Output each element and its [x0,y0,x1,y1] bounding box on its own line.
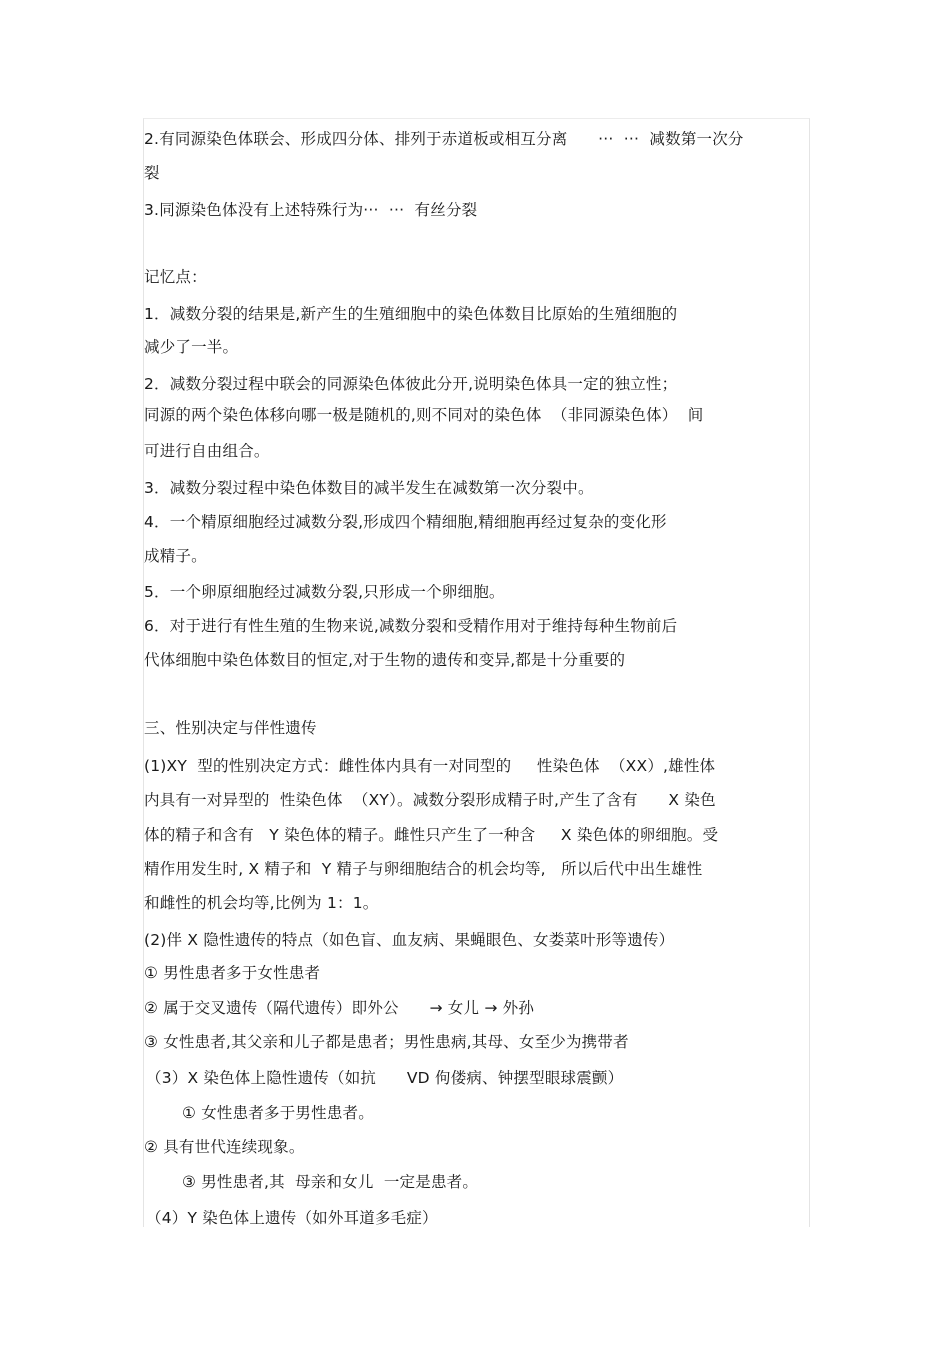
text-line: (1)XY 型的性别决定方式：雌性体内具有一对同型的 性染色体 （XX）,雄性体 [144,757,716,775]
text-line: 4．一个精原细胞经过减数分裂,形成四个精细胞,精细胞再经过复杂的变化形 [144,513,667,531]
text-line: 5．一个卵原细胞经过减数分裂,只形成一个卵细胞。 [144,583,505,601]
list-item: ③ 女性患者,其父亲和儿子都是患者；男性患病,其母、女至少为携带者 [144,1033,629,1051]
list-item: ② 属于交叉遗传（隔代遗传）即外公 → 女儿 → 外孙 [144,999,535,1017]
list-item: ① 男性患者多于女性患者 [144,964,321,982]
page-frame [143,118,810,1227]
section-heading-memory-points: 记忆点： [144,268,207,286]
list-item: ③ 男性患者,其 母亲和女儿 一定是患者。 [182,1173,479,1191]
text-line: 和雌性的机会均等,比例为 1：1。 [144,894,379,912]
text-line: （4）Y 染色体上遗传（如外耳道多毛症） [146,1209,438,1227]
list-item: ① 女性患者多于男性患者。 [182,1104,374,1122]
text-line: 6．对于进行有性生殖的生物来说,减数分裂和受精作用对于维持每种生物前后 [144,617,678,635]
list-item: ② 具有世代连续现象。 [144,1138,305,1156]
text-line: 减少了一半。 [144,338,239,356]
text-line: 内具有一对异型的 性染色体 （XY）。减数分裂形成精子时,产生了含有 X 染色 [144,791,716,809]
text-line: 2.有同源染色体联会、形成四分体、排列于赤道板或相互分离 ··· ··· 减数第一次分 [144,130,744,148]
text-line: 体的精子和含有 Y 染色体的精子。雌性只产生了一种含 X 染色体的卵细胞。受 [144,826,719,844]
text-line: 精作用发生时, X 精子和 Y 精子与卵细胞结合的机会均等, 所以后代中出生雄性 [144,860,703,878]
text-line: 1．减数分裂的结果是,新产生的生殖细胞中的染色体数目比原始的生殖细胞的 [144,305,678,323]
text-line: 同源的两个染色体移向哪一极是随机的,则不同对的染色体 （非同源染色体） 间 [144,406,704,424]
section-heading-sex-determination: 三、性别决定与伴性遗传 [144,719,317,737]
text-line: （3）X 染色体上隐性遗传（如抗 VD 佝偻病、钟摆型眼球震颤） [146,1069,624,1087]
text-line: 2．减数分裂过程中联会的同源染色体彼此分开,说明染色体具一定的独立性； [144,375,678,393]
text-line: (2)伴 X 隐性遗传的特点（如色盲、血友病、果蝇眼色、女娄菜叶形等遗传） [144,931,675,949]
text-line: 裂 [144,164,160,182]
text-line: 可进行自由组合。 [144,442,270,460]
text-line: 成精子。 [144,547,207,565]
text-line: 代体细胞中染色体数目的恒定,对于生物的遗传和变异,都是十分重要的 [144,651,626,669]
text-line: 3．减数分裂过程中染色体数目的减半发生在减数第一次分裂中。 [144,479,594,497]
text-line: 3.同源染色体没有上述特殊行为··· ··· 有丝分裂 [144,201,478,219]
